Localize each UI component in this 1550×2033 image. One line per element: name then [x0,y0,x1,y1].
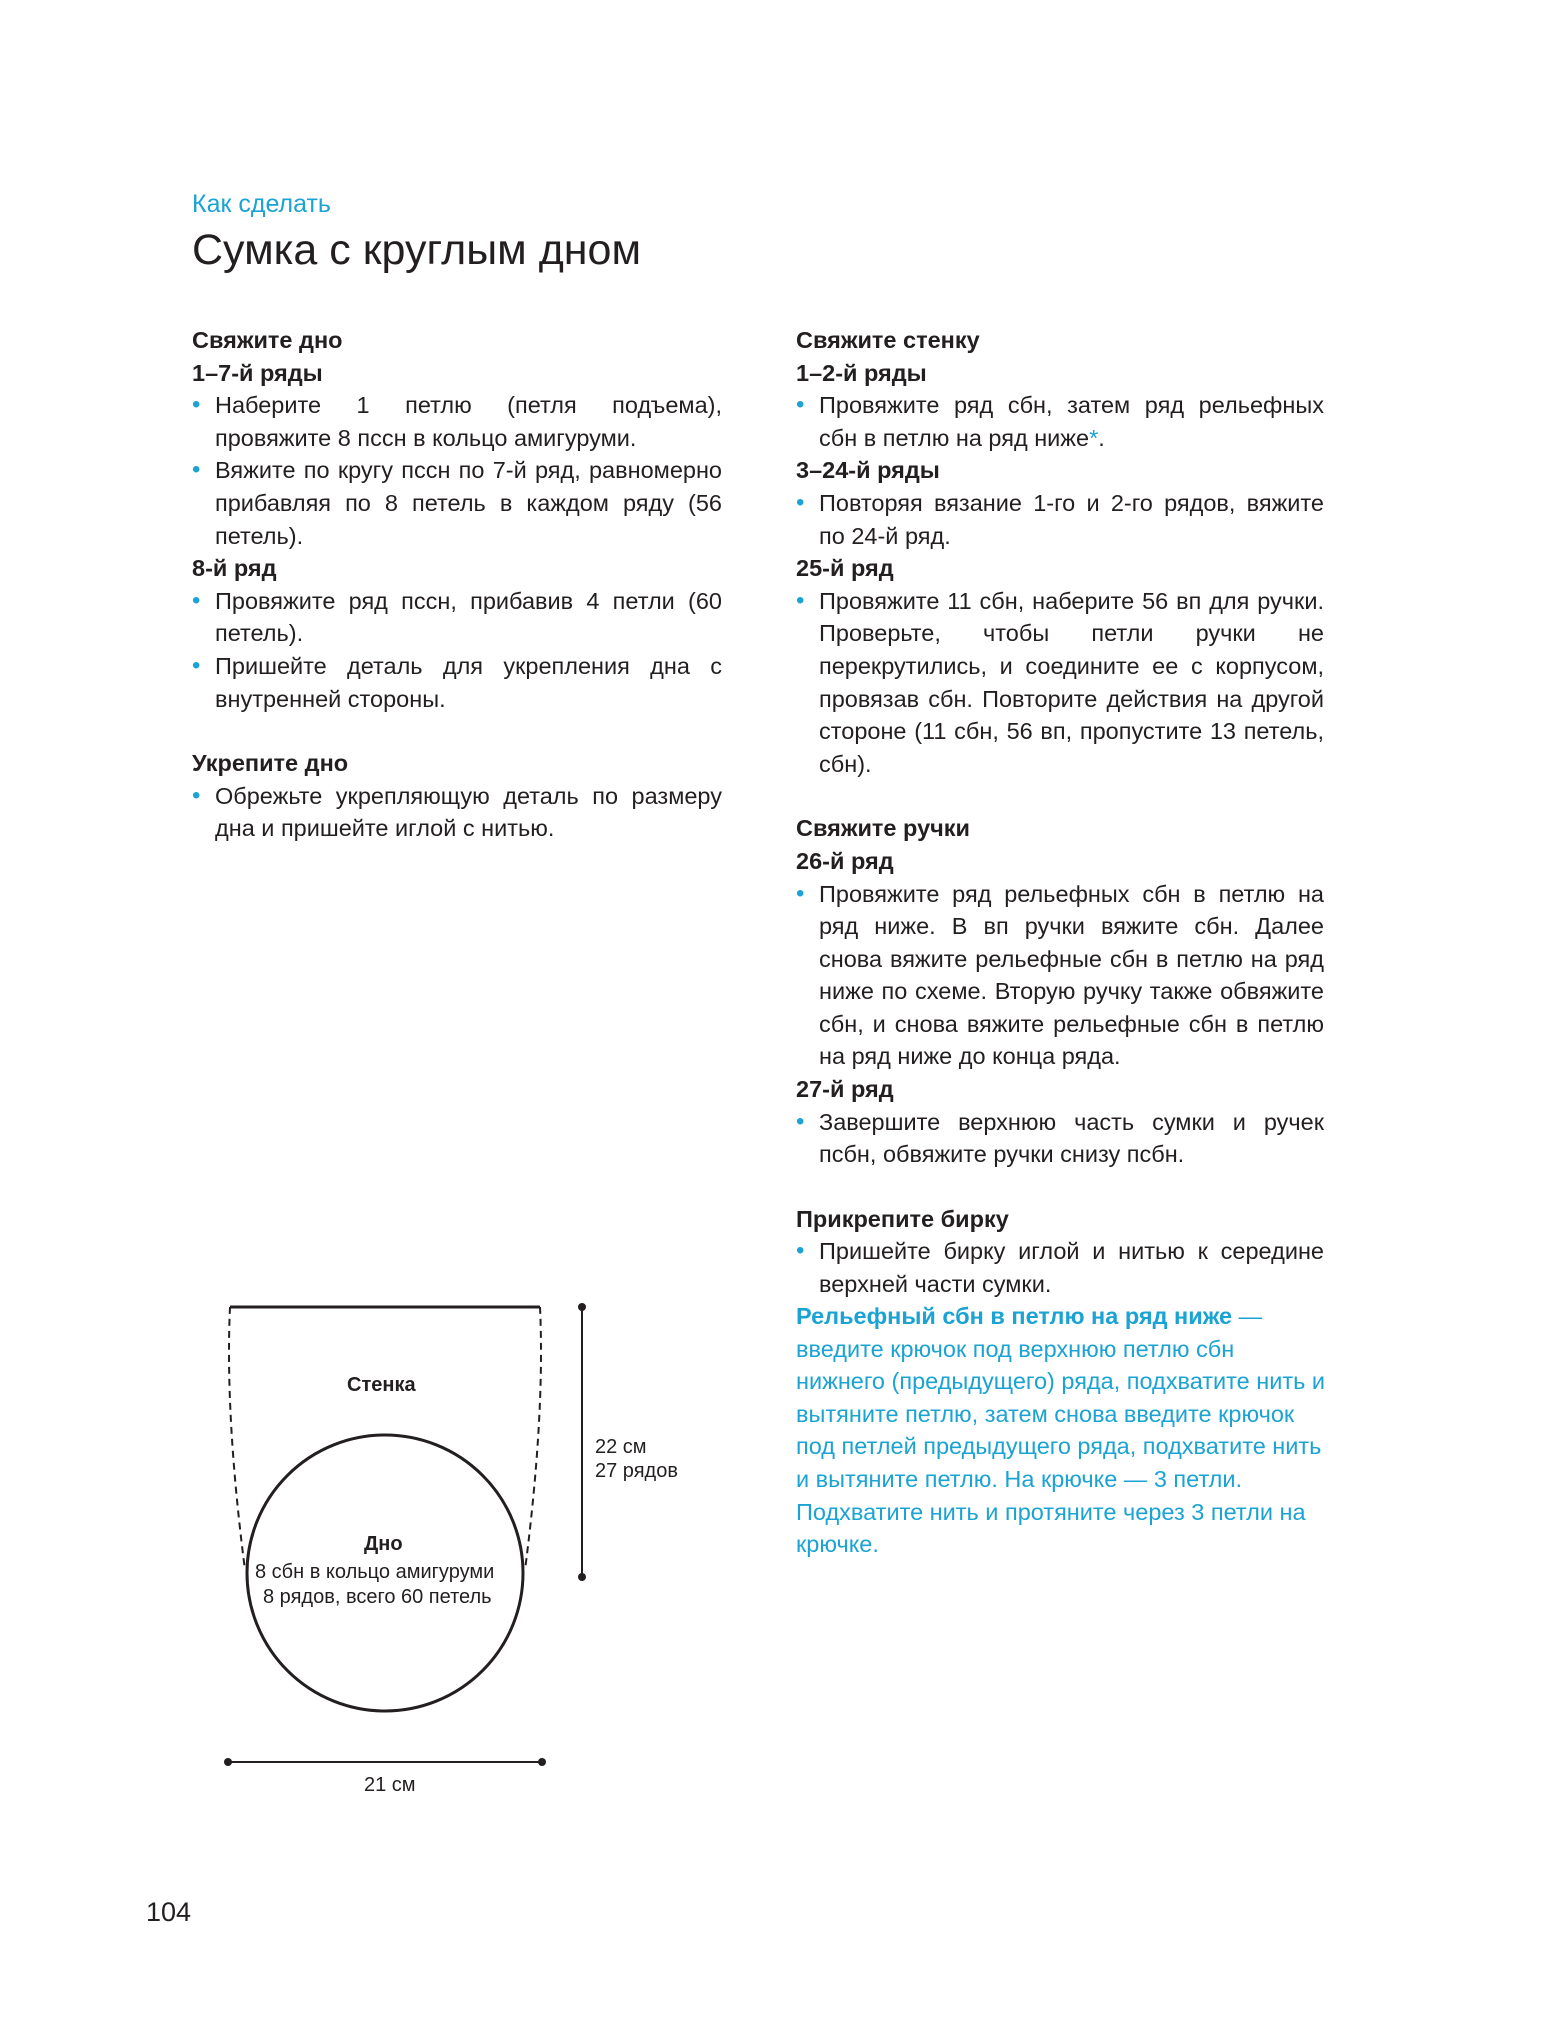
dimension-dot [224,1758,232,1766]
section-heading: Прикрепите бирку [796,1205,1009,1232]
section-handles [796,812,1324,1171]
list-item [796,389,1324,454]
right-column [796,324,1324,1333]
dimension-dot [538,1758,546,1766]
list-item-text: Провяжите ряд сбн, затем ряд рельефных сбн в петлю на ряд ниже [819,392,1324,451]
row-heading: 26-й ряд [796,847,894,874]
bag-wall-outline [229,1307,245,1570]
footnote-mark: * [1089,424,1099,451]
list-item: • Вяжите по кругу пссн по 7-й ряд, равномерно прибавляя по 8 петель в каждом ряду (56 петель). [192,454,722,552]
bottom-detail: 8 сбн в кольцо амигуруми [255,1561,495,1583]
bullet-list [796,1235,1324,1300]
section-reinforce [192,747,722,845]
bullet-list [796,585,1324,781]
page-title: Сумка с круглым дном [192,226,642,274]
list-item: • Наберите 1 петлю (петля подъема), провяжите 8 пссн в кольцо амигуруми. [192,389,722,454]
footnote [796,1300,1328,1561]
bullet-list [192,389,722,552]
list-item: • Пришейте бирку иглой и нитью к середине верхней части сумки. [796,1235,1324,1300]
list-item: • Провяжите ряд рельефных сбн в петлю на ряд ниже. В вп ручки вяжите сбн. Далее снова вяжите рельефные сбн в петлю на ряд ниже по схеме. Вторую ручку также обвяжите сбн, и снова вяжите рельефные сбн в петлю на ряд ниже до конца ряда. [796,878,1324,1074]
list-item: • Пришейте деталь для укрепления дна с внутренней стороны. [192,650,722,715]
row-heading: 1–7-й ряды [192,359,323,386]
section-kicker: Как сделать [192,190,331,218]
bag-wall-outline [525,1307,541,1570]
bullet-list [796,878,1324,1074]
dimension-dot [578,1573,586,1581]
list-item-end: . [1098,424,1105,451]
row-heading: 8-й ряд [192,555,277,582]
rows-label: 27 рядов [595,1460,678,1482]
bottom-detail: 8 рядов, всего 60 петель [263,1586,492,1608]
section-heading: Укрепите дно [192,750,349,777]
bullet-list [796,389,1324,454]
list-item: • Обрежьте укрепляющую деталь по размеру дна и пришейте иглой с нитью. [192,780,722,845]
row-heading: 27-й ряд [796,1076,894,1103]
page-number: 104 [146,1897,192,1927]
bottom-label: Дно [364,1533,403,1555]
section-heading: Свяжите дно [192,327,343,353]
footnote-text: — введите крючок под верхнюю петлю сбн нижнего (предыдущего) ряда, подхватите нить и вытяните петлю, затем снова введите крючок под петлей предыдущего ряда, подхватите нить и вытяните петлю. На крючке — 3 петли. Подхватите нить и протяните через 3 петли на крючке. [796,1303,1326,1558]
list-item: • Повторяя вязание 1-го и 2-го рядов, вяжите по 24-й ряд. [796,487,1324,552]
width-label: 21 см [364,1774,416,1796]
footnote-term: Рельефный сбн в петлю на ряд ниже [796,1303,1233,1329]
dimension-dot [578,1303,586,1311]
section-bottom [192,324,722,715]
list-item: • Завершите верхнюю часть сумки и ручек псбн, обвяжите ручки снизу псбн. [796,1106,1324,1171]
wall-label: Стенка [347,1374,416,1396]
bullet-list [192,780,722,845]
left-column [192,324,722,877]
bullet-list [796,1106,1324,1171]
bullet-list [796,487,1324,552]
row-heading: 3–24-й ряды [796,457,940,484]
list-item: • Провяжите ряд пссн, прибавив 4 петли (60 петель). [192,585,722,650]
section-heading: Свяжите ручки [796,815,971,842]
height-label: 22 см [595,1436,647,1458]
bullet-list [192,585,722,715]
list-item: • Провяжите 11 сбн, наберите 56 вп для ручки. Проверьте, чтобы петли ручки не перекрутились, и соедините ее с корпусом, провязав сбн. Повторите действия на другой стороне (11 сбн, 56 вп, пропустите 13 петель, сбн). [796,585,1324,781]
section-tag [796,1203,1324,1301]
section-heading: Свяжите стенку [796,327,980,353]
row-heading: 25-й ряд [796,555,894,582]
section-wall [796,324,1324,780]
bag-diagram [210,1295,678,1800]
row-heading: 1–2-й ряды [796,359,927,386]
